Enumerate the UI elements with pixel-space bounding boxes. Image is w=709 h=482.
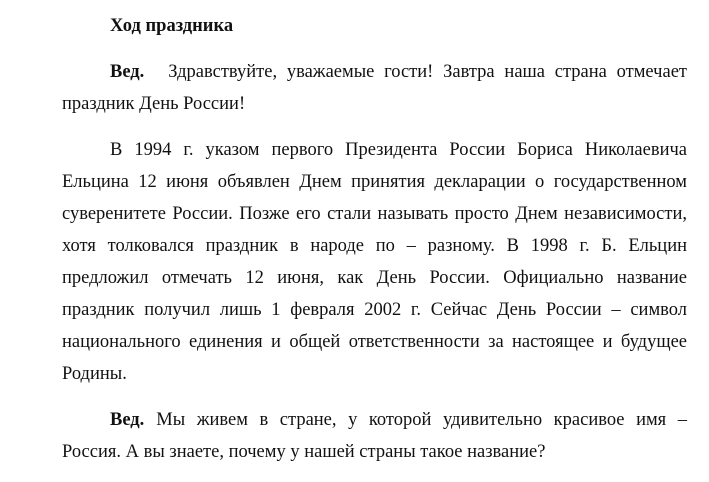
speaker-label: Вед. — [110, 62, 145, 82]
speaker-label: Вед. — [110, 410, 145, 430]
paragraph-greeting — [62, 56, 687, 120]
paragraph-text: Здравствуйте, уважаемые гости! Завтра наша страна отмечает праздник День России! — [62, 62, 687, 114]
paragraph-text: В 1994 г. указом первого Президента России Бориса Николаевича Ельцина 12 июня объявлен Днем принятия декларации о государственном суверенитете России. Позже его стали называть просто Днем независимости, хотя толковался праздник в народе по – разному. В 1998 г. Б. Ельцин предложил отмечать 12 июня, как День России. Официально название праздник получил лишь 1 февраля 2002 г. Сейчас День России – символ национального единения и общей ответственности за настоящее и будущее Родины. — [62, 140, 687, 384]
paragraph-question — [62, 404, 687, 468]
document-heading: Ход праздника — [110, 16, 234, 36]
document-page — [62, 10, 687, 482]
paragraph-text: Мы живем в стране, у которой удивительно красивое имя – Россия. А вы знаете, почему у нашей страны такое название? — [62, 410, 687, 462]
paragraph-history — [62, 134, 687, 390]
